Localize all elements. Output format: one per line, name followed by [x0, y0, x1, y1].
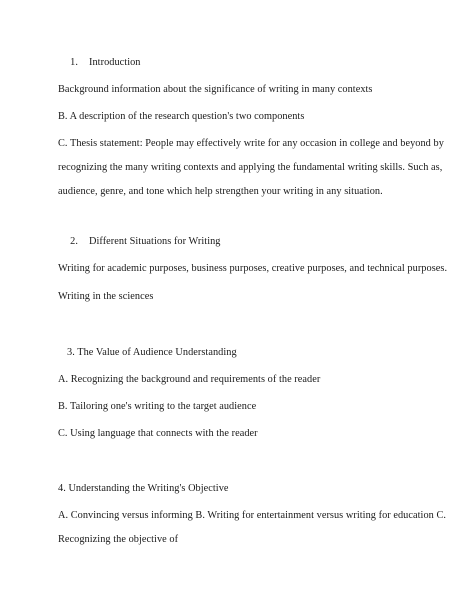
section-3-line: C. Using language that connects with the reader	[58, 428, 258, 439]
section-1-line: Background information about the significance of writing in many contexts	[58, 84, 373, 95]
section-1-line: B. A description of the research question's two components	[58, 111, 305, 122]
section-2-heading	[61, 236, 221, 248]
section-3-line: B. Tailoring one's writing to the target audience	[58, 401, 257, 412]
section-2-line: Writing in the sciences	[58, 291, 154, 302]
section-2-title: Different Situations for Writing	[89, 236, 221, 247]
section-1-line: audience, genre, and tone which help strengthen your writing in any situation.	[58, 186, 383, 197]
section-4-line: Recognizing the objective of	[58, 534, 179, 545]
section-1-title: Introduction	[89, 57, 141, 68]
section-1-line: recognizing the many writing contexts and applying the fundamental writing skills. Such as,	[58, 162, 443, 173]
section-3-heading: 3. The Value of Audience Understanding	[67, 347, 237, 358]
section-2-line: Writing for academic purposes, business purposes, creative purposes, and technical purposes.	[58, 263, 448, 274]
section-1-line: C. Thesis statement: People may effectively write for any occasion in college and beyond by	[58, 138, 444, 149]
section-1-number: 1.	[70, 57, 78, 68]
section-4-heading: 4. Understanding the Writing's Objective	[58, 483, 229, 494]
section-3-line: A. Recognizing the background and requirements of the reader	[58, 374, 321, 385]
section-2-number: 2.	[70, 236, 78, 247]
section-1-heading	[61, 57, 141, 69]
section-4-line: A. Convincing versus informing B. Writing for entertainment versus writing for education C.	[58, 510, 447, 521]
